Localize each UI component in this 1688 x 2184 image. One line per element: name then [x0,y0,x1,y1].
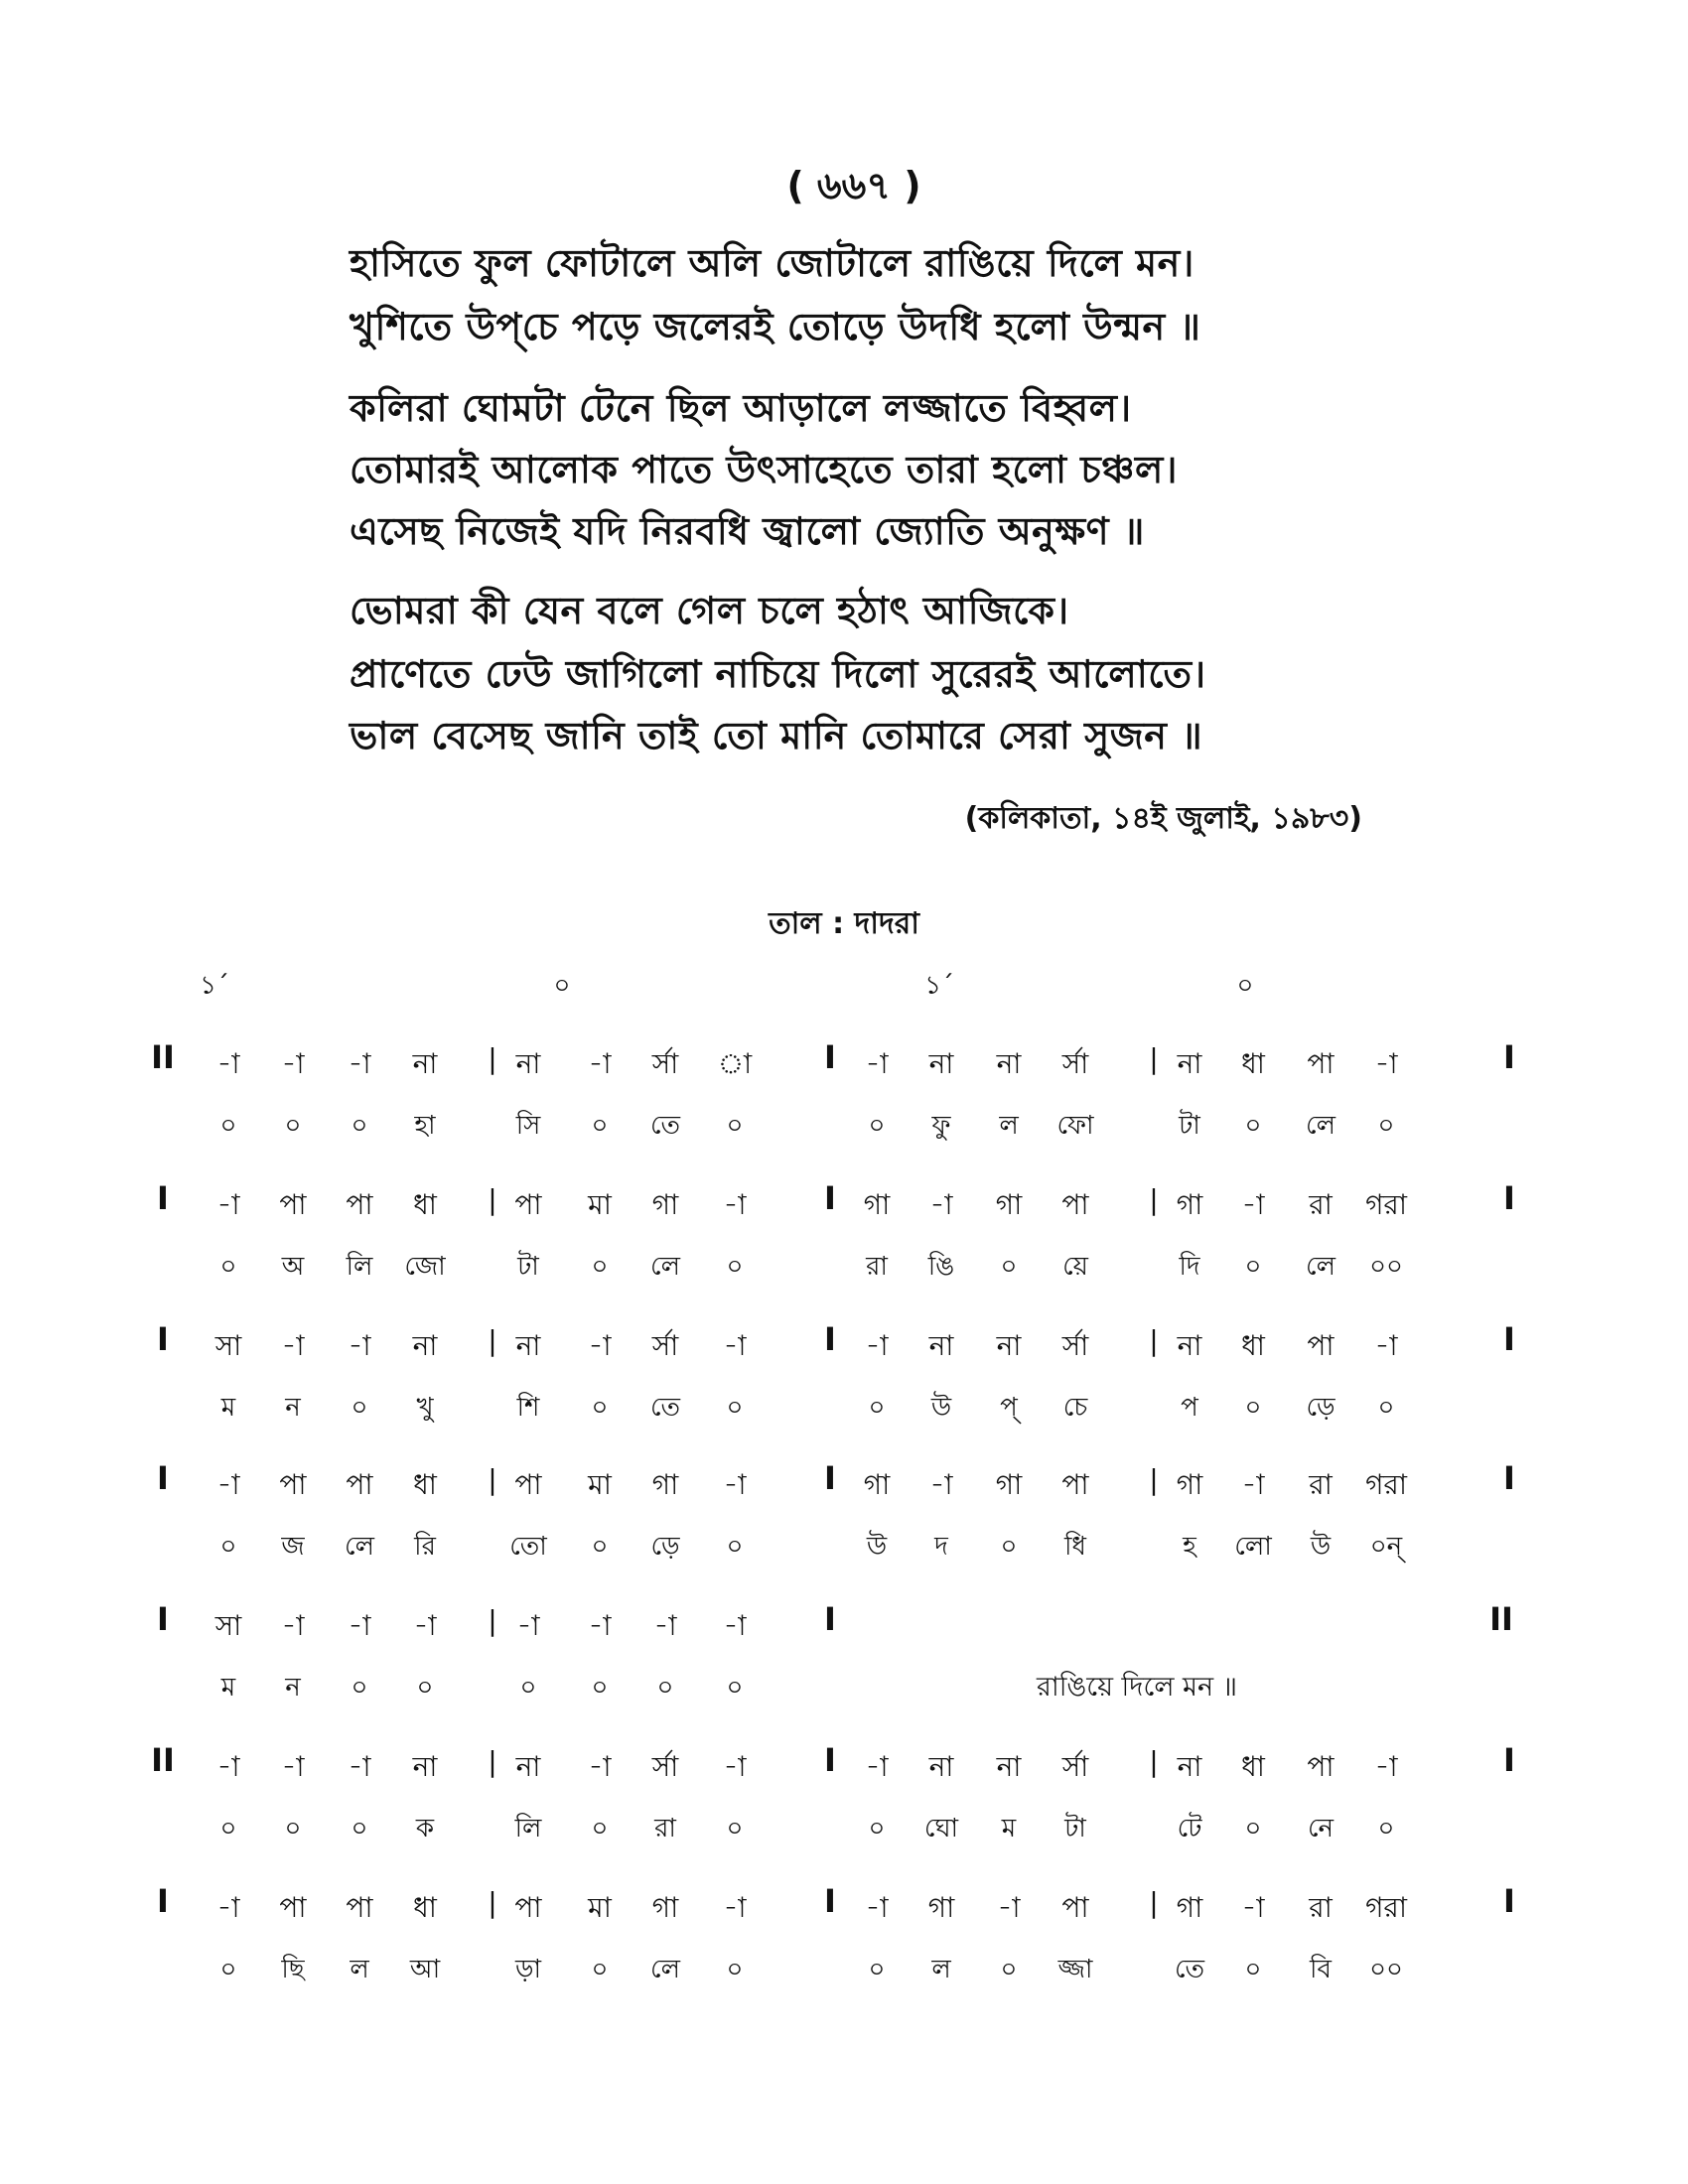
syllable-cell: ০ [519,1673,537,1703]
syllable-cell: ০ন্‌ [1369,1532,1403,1562]
syllable-cell: তে [649,1111,681,1141]
note-cell: পা [1307,1329,1335,1362]
syllable-cell: ০ [868,1814,886,1843]
syllable-cell: ০ [1000,1252,1018,1282]
note-cell: -া [216,1891,240,1924]
note-cell: া [717,1047,753,1080]
lyric-line: ভাল বেসেছ জানি তাই তো মানি তোমারে সেরা সুজন ॥ [350,714,1203,757]
note-cell: পা [1307,1750,1335,1783]
end-barline: I [1503,1320,1515,1358]
end-barline: I [1503,1459,1515,1497]
note-cell: গা [651,1468,679,1501]
syllable-cell: শি [516,1393,540,1423]
syllable-cell: ড়া [514,1955,542,1984]
note-cell: -া [865,1329,889,1362]
note-cell: -া [865,1891,889,1924]
note-cell: -া [588,1047,612,1080]
syllable-cell: আ [409,1955,441,1984]
syllable-cell: ০ [591,1673,609,1703]
syllable-cell: ০ [591,1111,609,1141]
note-cell: গরা [1365,1468,1407,1501]
syllable-cell: টে [1177,1814,1202,1843]
syllable-cell: রা [866,1252,888,1282]
note-cell: না [928,1047,954,1080]
note-cell: -া [516,1609,540,1642]
note-cell: পা [514,1468,542,1501]
syllable-cell: ল [999,1111,1019,1141]
lyric-line: কলিরা ঘোমটা টেনে ছিল আড়ালে লজ্জাতে বিহ্বল। [350,386,1132,430]
note-cell: -া [588,1329,612,1362]
start-barline: I [157,1320,169,1358]
note-cell: -া [653,1609,677,1642]
note-cell: না [412,1750,438,1783]
start-barline: II [151,1038,175,1076]
note-cell: -া [723,1188,747,1221]
syllable-cell: নে [1307,1814,1335,1843]
measure-barline: I [824,1038,836,1076]
beat-mark: ১´ [924,971,954,1001]
beat-mark: ০ [1236,971,1254,1001]
syllable-cell: উ [930,1393,952,1423]
note-cell: ধা [413,1188,437,1221]
syllable-cell: ০ [1000,1955,1018,1984]
date-place-line: (কলিকাতা, ১৪ই জুলাই, ১৯৮৩) [964,801,1362,836]
syllable-cell: ০ [1244,1393,1262,1423]
syllable-cell: ম [1001,1814,1017,1843]
measure-barline: I [824,1600,836,1638]
start-barline: I [157,1600,169,1638]
note-cell: র্সা [1061,1750,1089,1783]
end-barline: I [1503,1179,1515,1217]
syllable-cell: ন [285,1673,301,1703]
note-cell: -া [216,1188,240,1221]
note-cell: -া [216,1047,240,1080]
syllable-cell: ০ [1244,1814,1262,1843]
syllable-cell: রি [414,1532,436,1562]
note-cell: না [515,1047,541,1080]
syllable-cell: ০ [1244,1252,1262,1282]
note-cell: না [996,1047,1022,1080]
beat-divider: | [1149,1324,1159,1357]
syllable-cell: ০ [868,1955,886,1984]
syllable-cell: ০ [1000,1532,1018,1562]
syllable-cell: ০ [284,1111,302,1141]
syllable-cell: তে [1174,1955,1205,1984]
syllable-cell: হা [414,1111,436,1141]
syllable-cell: লে [650,1252,680,1282]
syllable-cell: ০০ [1369,1252,1403,1282]
syllable-cell: ০ [591,1814,609,1843]
syllable-cell: ০ [726,1532,744,1562]
beat-divider: | [1149,1183,1159,1216]
syllable-cell: ০ [726,1111,744,1141]
syllable-cell: ০ [726,1393,744,1423]
note-cell: -া [1374,1750,1398,1783]
syllable-cell: লে [1306,1252,1336,1282]
syllable-cell: লে [1306,1111,1336,1141]
syllable-cell: ফো [1056,1111,1094,1141]
syllable-cell: ০ [1377,1111,1395,1141]
syllable-cell: ০ [1377,1814,1395,1843]
note-cell: না [996,1329,1022,1362]
syllable-cell: ম [220,1673,236,1703]
note-cell: গা [995,1468,1023,1501]
syllable-cell: য়ে [1062,1252,1088,1282]
note-cell: পা [1061,1468,1089,1501]
syllable-cell: ল [350,1955,369,1984]
syllable-cell: ক [415,1814,435,1843]
syllable-cell: জ [281,1532,305,1562]
syllable-cell: ড়ে [650,1532,680,1562]
syllable-cell: ০ [284,1814,302,1843]
syllable-cell: উ [866,1532,888,1562]
refrain-cue: রাঙিয়ে দিলে মন ॥ [1037,1672,1237,1703]
beat-divider: | [488,1042,497,1075]
note-cell: গা [651,1891,679,1924]
beat-divider: | [488,1745,497,1778]
note-cell: পা [514,1891,542,1924]
syllable-cell: ০ [868,1393,886,1423]
syllable-cell: প্‌ [1000,1393,1018,1423]
note-cell: না [1177,1329,1202,1362]
note-cell: -া [281,1609,305,1642]
syllable-cell: বি [1310,1955,1332,1984]
syllable-cell: ন [285,1393,301,1423]
beat-divider: | [488,1463,497,1496]
measure-barline: I [824,1320,836,1358]
note-cell: -া [1241,1188,1265,1221]
beat-divider: | [488,1324,497,1357]
note-cell: না [515,1750,541,1783]
syllable-cell: দি [1179,1252,1200,1282]
note-cell: -া [723,1609,747,1642]
note-cell: সা [214,1329,242,1362]
syllable-cell: ০ [351,1814,368,1843]
note-cell: মা [588,1468,612,1501]
syllable-cell: ০ [1244,1955,1262,1984]
measure-barline: I [824,1882,836,1920]
note-cell: গা [1176,1891,1203,1924]
note-cell: -া [865,1750,889,1783]
note-cell: মা [588,1891,612,1924]
syllable-cell: অ [281,1252,305,1282]
tal-heading: তাল : দাদরা [769,906,919,941]
syllable-cell: ০ [219,1111,237,1141]
note-cell: না [412,1329,438,1362]
note-cell: -া [348,1750,371,1783]
measure-barline: I [824,1179,836,1217]
syllable-cell: ফু [931,1111,951,1141]
syllable-cell: ০ [868,1111,886,1141]
syllable-cell: হ [1183,1532,1196,1562]
beat-divider: | [1149,1042,1159,1075]
syllable-cell: ০ [351,1111,368,1141]
syllable-cell: ঙি [927,1252,955,1282]
note-cell: ধা [413,1468,437,1501]
syllable-cell: ০ [726,1673,744,1703]
note-cell: র্সা [651,1329,679,1362]
syllable-cell: লে [345,1532,374,1562]
syllable-cell: ০ [1244,1111,1262,1141]
syllable-cell: ০ [351,1673,368,1703]
note-cell: পা [346,1891,373,1924]
note-cell: না [996,1750,1022,1783]
note-cell: না [412,1047,438,1080]
note-cell: গা [927,1891,955,1924]
syllable-cell: লে [650,1955,680,1984]
note-cell: -া [929,1468,953,1501]
syllable-cell: ছি [281,1955,305,1984]
note-cell: না [1177,1750,1202,1783]
end-barline: I [1503,1741,1515,1779]
note-cell: -া [281,1047,305,1080]
note-cell: -া [723,1329,747,1362]
note-cell: পা [1061,1188,1089,1221]
note-cell: পা [279,1468,307,1501]
syllable-cell: লি [514,1814,542,1843]
beat-divider: | [1149,1886,1159,1919]
note-cell: সা [214,1609,242,1642]
end-barline: II [1489,1600,1513,1638]
syllable-cell: টা [517,1252,539,1282]
note-cell: রা [1309,1891,1333,1924]
note-cell: -া [929,1188,953,1221]
note-cell: ধা [1241,1047,1265,1080]
note-cell: পা [514,1188,542,1221]
syllable-cell: ধি [1063,1532,1087,1562]
note-cell: পা [279,1891,307,1924]
note-cell: পা [1307,1047,1335,1080]
note-cell: -া [588,1750,612,1783]
note-cell: ধা [1241,1750,1265,1783]
syllable-cell: রা [654,1814,676,1843]
measure-barline: I [824,1741,836,1779]
note-cell: র্সা [1061,1047,1089,1080]
beat-divider: | [1149,1745,1159,1778]
song-number: ( ৬৬৭ ) [786,164,921,207]
beat-divider: | [488,1183,497,1216]
note-cell: গরা [1365,1188,1407,1221]
note-cell: গা [651,1188,679,1221]
note-cell: -া [1241,1468,1265,1501]
syllable-cell: ড়ে [1306,1393,1336,1423]
beat-divider: | [488,1886,497,1919]
syllable-cell: লো [1234,1532,1272,1562]
syllable-cell: ০ [591,1532,609,1562]
note-cell: -া [281,1750,305,1783]
note-cell: -া [216,1750,240,1783]
note-cell: গা [995,1188,1023,1221]
note-cell: না [928,1750,954,1783]
beat-divider: | [488,1604,497,1637]
note-cell: র্সা [651,1750,679,1783]
beat-divider: | [1149,1463,1159,1496]
note-cell: গা [863,1188,891,1221]
note-cell: -া [348,1047,371,1080]
note-cell: গা [1176,1468,1203,1501]
note-cell: -া [1241,1891,1265,1924]
note-cell: -া [348,1329,371,1362]
end-barline: I [1503,1882,1515,1920]
syllable-cell: ০ [219,1532,237,1562]
syllable-cell: ০ [591,1393,609,1423]
syllable-cell: ০০ [1369,1955,1403,1984]
note-cell: -া [413,1609,437,1642]
syllable-cell: লি [346,1252,373,1282]
beat-mark: ০ [553,971,571,1001]
note-cell: গা [863,1468,891,1501]
lyric-line: খুশিতে উপ্‌চে পড়ে জলেরই তোড়ে উদধি হলো উন্মন ॥ [350,305,1201,348]
lyric-line: ভোমরা কী যেন বলে গেল চলে হঠাৎ আজিকে। [350,589,1069,632]
note-cell: মা [588,1188,612,1221]
syllable-cell: খু [416,1393,434,1423]
note-cell: গরা [1365,1891,1407,1924]
note-cell: -া [1374,1047,1398,1080]
syllable-cell: জো [404,1252,446,1282]
syllable-cell: ০ [219,1955,237,1984]
note-cell: -া [1374,1329,1398,1362]
syllable-cell: ০ [591,1252,609,1282]
end-barline: I [1503,1038,1515,1076]
syllable-cell: টা [1064,1814,1086,1843]
note-cell: -া [216,1468,240,1501]
syllable-cell: ০ [219,1252,237,1282]
note-cell: গা [1176,1188,1203,1221]
syllable-cell: ০ [656,1673,674,1703]
note-cell: পা [279,1188,307,1221]
syllable-cell: ০ [351,1393,368,1423]
note-cell: রা [1309,1468,1333,1501]
syllable-cell: সি [515,1111,541,1141]
syllable-cell: চে [1062,1393,1088,1423]
note-cell: -া [723,1468,747,1501]
note-cell: পা [1061,1891,1089,1924]
lyric-line: তোমারই আলোক পাতে উৎসাহেতে তারা হলো চঞ্চল। [350,448,1178,491]
syllable-cell: ম [220,1393,236,1423]
syllable-cell: ০ [591,1955,609,1984]
syllable-cell: ০ [219,1814,237,1843]
syllable-cell: তে [649,1393,681,1423]
lyric-line: প্রাণেতে ঢেউ জাগিলো নাচিয়ে দিলো সুরেরই আলোতে। [350,652,1206,696]
note-cell: -া [723,1891,747,1924]
note-cell: -া [997,1891,1021,1924]
note-cell: না [515,1329,541,1362]
syllable-cell: টা [1179,1111,1200,1141]
syllable-cell: জ্জা [1057,1955,1093,1984]
note-cell: পা [346,1188,373,1221]
syllable-cell: উ [1310,1532,1332,1562]
syllable-cell: ০ [726,1814,744,1843]
lyric-line: এসেছ নিজেই যদি নিরবধি জ্বালো জ্যোতি অনুক্ষণ ॥ [350,509,1145,553]
syllable-cell: তো [509,1532,547,1562]
syllable-cell: ল [931,1955,951,1984]
syllable-cell: ০ [1377,1393,1395,1423]
note-cell: -া [723,1750,747,1783]
syllable-cell: ঘো [923,1814,959,1843]
syllable-cell: দ [934,1532,948,1562]
measure-barline: I [824,1459,836,1497]
start-barline: I [157,1882,169,1920]
beat-mark: ১´ [200,971,229,1001]
start-barline: I [157,1179,169,1217]
note-cell: -া [588,1609,612,1642]
note-cell: না [928,1329,954,1362]
start-barline: II [151,1741,175,1779]
syllable-cell: প [1181,1393,1198,1423]
syllable-cell: ০ [416,1673,434,1703]
note-cell: -া [865,1047,889,1080]
note-cell: পা [346,1468,373,1501]
syllable-cell: ০ [726,1252,744,1282]
note-cell: ধা [413,1891,437,1924]
note-cell: -া [348,1609,371,1642]
lyric-line: হাসিতে ফুল ফোটালে অলি জোটালে রাঙিয়ে দিলে মন। [350,241,1195,285]
note-cell: রা [1309,1188,1333,1221]
start-barline: I [157,1459,169,1497]
note-cell: ধা [1241,1329,1265,1362]
note-cell: র্সা [1061,1329,1089,1362]
note-cell: র্সা [651,1047,679,1080]
syllable-cell: ০ [726,1955,744,1984]
note-cell: -া [281,1329,305,1362]
note-cell: না [1177,1047,1202,1080]
